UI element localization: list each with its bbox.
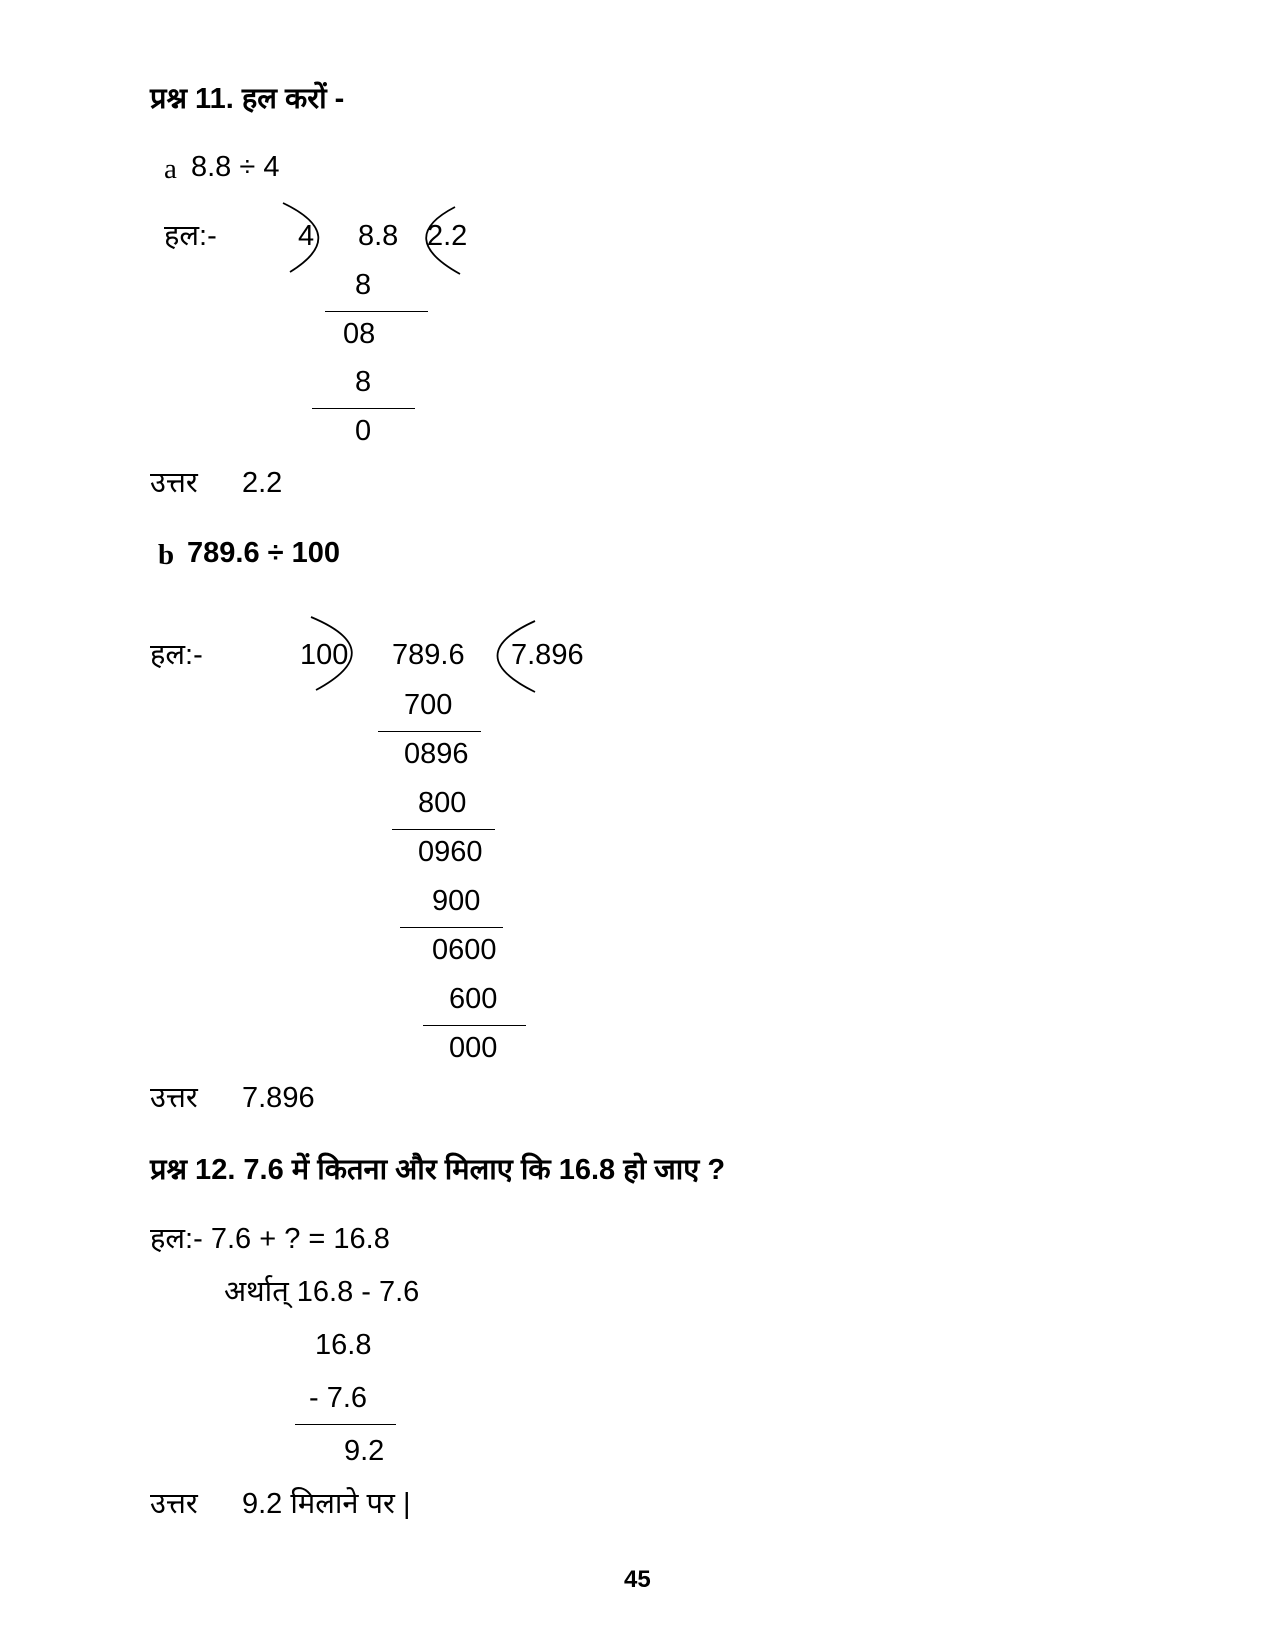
part-b-divisor: 100 (300, 639, 349, 671)
q12-answer-label: उत्तर (150, 1488, 198, 1520)
part-b-step-7: 600 (449, 983, 498, 1015)
part-a-answer: 2.2 (242, 467, 283, 499)
part-b-step-1: 700 (404, 689, 453, 721)
part-b-step-4: 0960 (418, 836, 483, 868)
page-number: 45 (624, 1566, 651, 1593)
part-b-step-5: 900 (432, 885, 481, 917)
q12-subtract: - 7.6 (309, 1382, 368, 1414)
part-a-rule-2 (312, 408, 415, 409)
q12-answer: 9.2 मिलाने पर | (242, 1488, 411, 1520)
part-a-step-1: 8 (355, 269, 372, 301)
part-b-letter: b (158, 539, 175, 571)
q12-meaning: अर्थात् 16.8 - 7.6 (224, 1276, 420, 1308)
part-b-rule-1 (378, 731, 481, 732)
part-a-step-3: 8 (355, 366, 372, 398)
part-b-step-6: 0600 (432, 934, 497, 966)
q11-heading: प्रश्न 11. हल करों - (150, 83, 345, 115)
part-a-rule-1 (325, 311, 428, 312)
part-a-dividend: 8.8 (358, 220, 399, 252)
part-a-solution-label: हल:- (164, 220, 217, 252)
part-a-letter: a (164, 153, 177, 185)
part-a-step-4: 0 (355, 415, 372, 447)
part-a-quotient: 2.2 (427, 220, 468, 252)
q12-result: 9.2 (344, 1435, 385, 1467)
part-b-answer: 7.896 (242, 1082, 315, 1114)
q12-rule (295, 1424, 396, 1425)
part-a-step-2: 08 (343, 318, 376, 350)
q12-equation: हल:- 7.6 + ? = 16.8 (150, 1223, 390, 1255)
part-b-solution-label: हल:- (150, 639, 203, 671)
part-b-dividend: 789.6 (392, 639, 465, 671)
part-b-answer-label: उत्तर (150, 1082, 198, 1114)
part-b-problem: 789.6 ÷ 100 (187, 537, 340, 569)
part-a-divisor: 4 (298, 220, 315, 252)
part-b-step-8: 000 (449, 1032, 498, 1064)
part-b-rule-2 (392, 829, 495, 830)
part-b-step-3: 800 (418, 787, 467, 819)
q12-top: 16.8 (315, 1329, 372, 1361)
q12-heading: प्रश्न 12. 7.6 में कितना और मिलाए कि 16.8 हो जाए ? (150, 1154, 726, 1186)
part-b-rule-3 (400, 927, 503, 928)
part-a-answer-label: उत्तर (150, 467, 198, 499)
part-b-step-2: 0896 (404, 738, 469, 770)
part-b-quotient: 7.896 (511, 639, 584, 671)
part-b-rule-4 (423, 1025, 526, 1026)
part-a-problem: 8.8 ÷ 4 (191, 151, 280, 183)
